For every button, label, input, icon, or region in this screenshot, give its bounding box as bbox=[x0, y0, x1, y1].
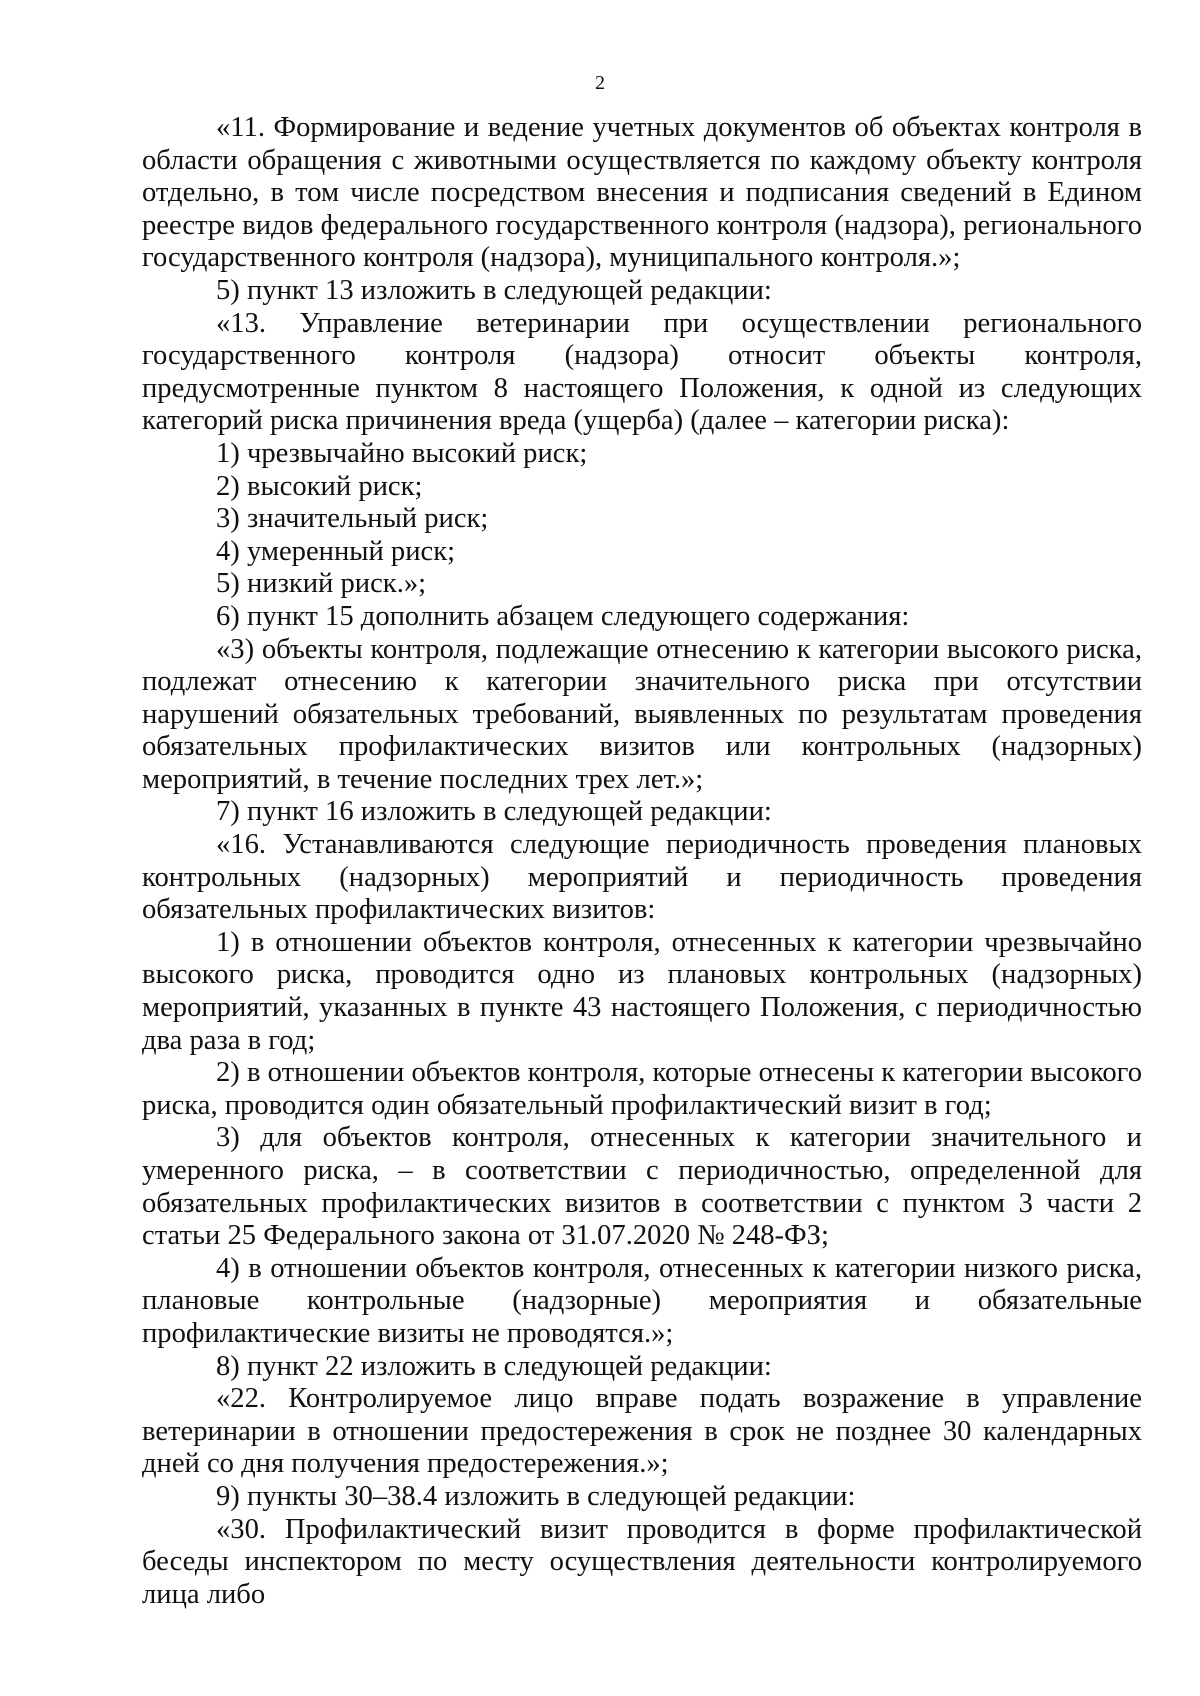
list-item-periodicity-1: 1) в отношении объектов контроля, отнесенных к категории чрезвычайно высокого риска, проводится одно из плановых контрольных (надзорных) мероприятий, указанных в пункте 43 настоящего Положения, с периодичностью два раза в год; bbox=[142, 926, 1142, 1056]
list-item-high-risk: 2) высокий риск; bbox=[216, 470, 423, 502]
document-body bbox=[142, 112, 1142, 1611]
list-item-periodicity-2: 2) в отношении объектов контроля, которые отнесены к категории высокого риска, проводится один обязательный профилактический визит в год; bbox=[142, 1057, 1142, 1121]
paragraph-13-risk-categories: «13. Управление ветеринарии при осуществлении регионального государственного контроля (надзора) относит объекты контроля, предусмотренные пунктом 8 настоящего Положения, к одной из следующих категорий риска причинения вреда (ущерба) (далее – категории риска): bbox=[142, 307, 1142, 437]
paragraph-16-periodicity: «16. Устанавливаются следующие периодичность проведения плановых контрольных (надзорных) мероприятий и периодичность проведения обязательных профилактических визитов: bbox=[142, 829, 1142, 926]
paragraph-amend-item-15: 6) пункт 15 дополнить абзацем следующего содержания: bbox=[216, 600, 910, 632]
paragraph-11-record-keeping: «11. Формирование и ведение учетных документов об объектах контроля в области обращения с животными осуществляется по каждому объекту контроля отдельно, в том числе посредством внесения и подписания сведений в Едином реестре видов федерального государственного контроля (надзора), регионального государственного контроля (надзора), муниципального контроля.»; bbox=[142, 112, 1142, 274]
paragraph-amend-item-13: 5) пункт 13 изложить в следующей редакции: bbox=[216, 274, 772, 306]
list-item-low-risk: 5) низкий риск.»; bbox=[216, 568, 427, 600]
paragraph-amend-item-16: 7) пункт 16 изложить в следующей редакции: bbox=[216, 796, 772, 828]
paragraph-15-addition: «3) объекты контроля, подлежащие отнесению к категории высокого риска, подлежат отнесению к категории значительного риска при отсутствии нарушений обязательных требований, выявленных по результатам проведения обязательных профилактических визитов или контрольных (надзорных) мероприятий, в течение последних трех лет.»; bbox=[142, 633, 1142, 795]
paragraph-amend-item-22: 8) пункт 22 изложить в следующей редакции: bbox=[216, 1350, 772, 1382]
list-item-extremely-high-risk: 1) чрезвычайно высокий риск; bbox=[216, 437, 588, 469]
paragraph-amend-items-30-38: 9) пункты 30–38.4 изложить в следующей редакции: bbox=[216, 1480, 856, 1512]
list-item-significant-risk: 3) значительный риск; bbox=[216, 503, 489, 535]
paragraph-22-objection: «22. Контролируемое лицо вправе подать возражение в управление ветеринарии в отношении предостережения в срок не позднее 30 календарных дней со дня получения предостережения.»; bbox=[142, 1383, 1142, 1480]
list-item-moderate-risk: 4) умеренный риск; bbox=[216, 535, 456, 567]
list-item-periodicity-3: 3) для объектов контроля, отнесенных к категории значительного и умеренного риска, – в соответствии с периодичностью, определенной для обязательных профилактических визитов в соответствии с пунктом 3 части 2 статьи 25 Федерального закона от 31.07.2020 № 248-ФЗ; bbox=[142, 1122, 1142, 1252]
list-item-periodicity-4: 4) в отношении объектов контроля, отнесенных к категории низкого риска, плановые контрольные (надзорные) мероприятия и обязательные профилактические визиты не проводятся.»; bbox=[142, 1252, 1142, 1349]
page-number: 2 bbox=[595, 72, 605, 94]
paragraph-30-preventive-visit: «30. Профилактический визит проводится в форме профилактической беседы инспектором по месту осуществления деятельности контролируемого лица либо bbox=[142, 1513, 1142, 1610]
